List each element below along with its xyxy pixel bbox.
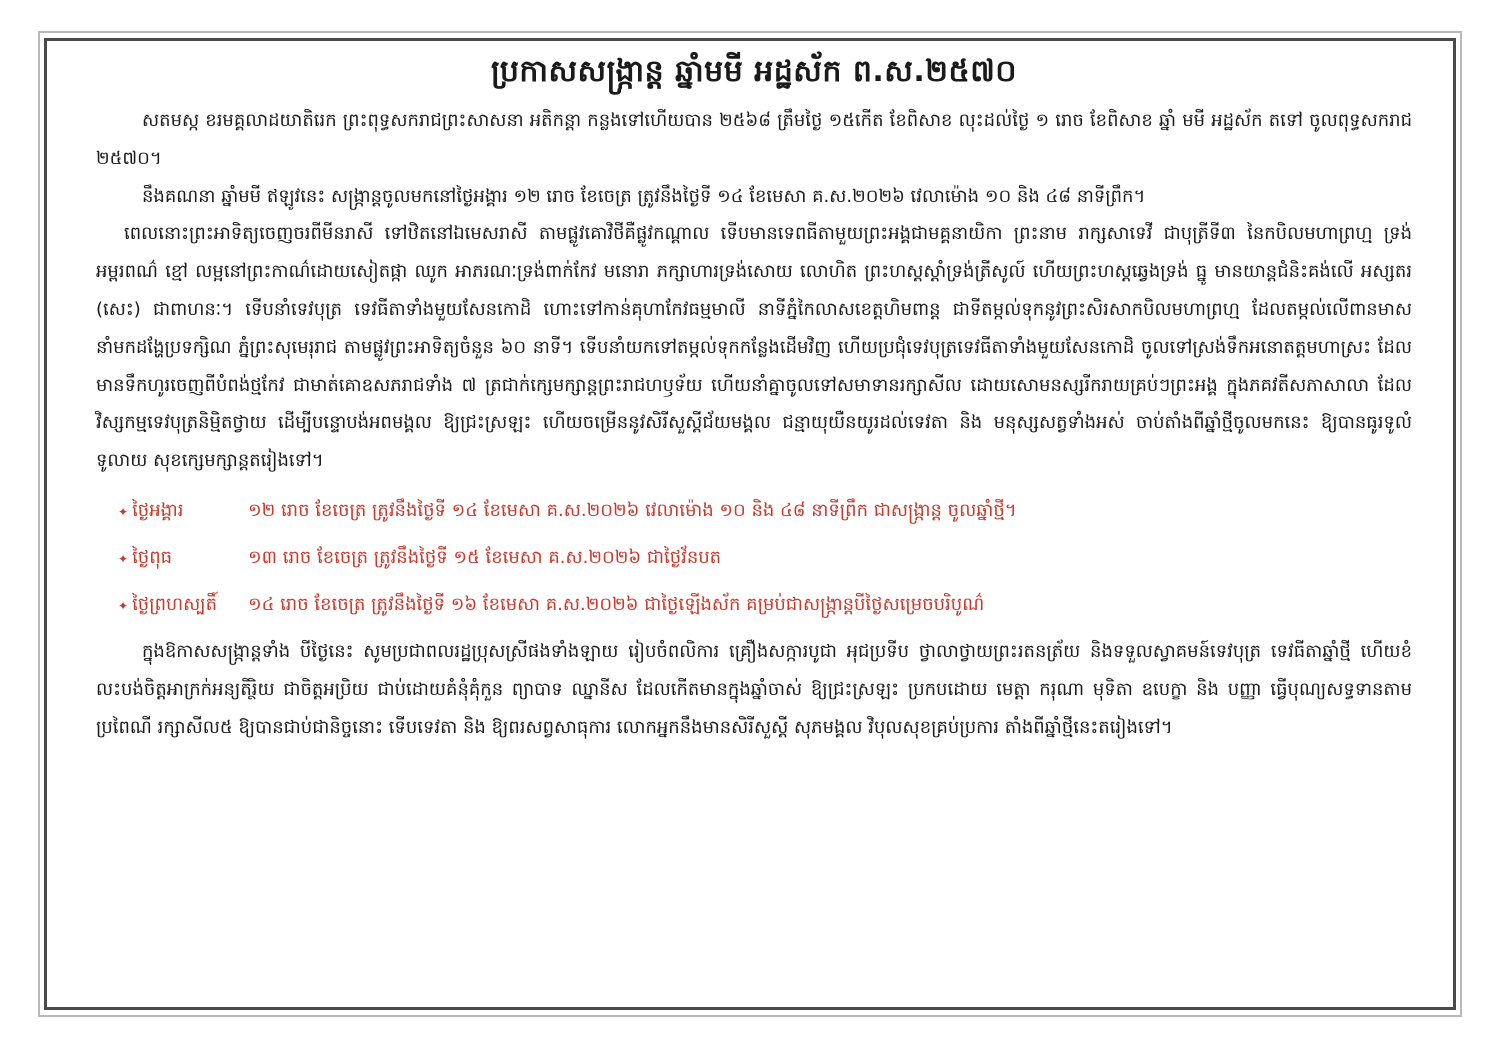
schedule-detail: ១៣ រោច ខែចេត្រ ត្រូវនឹងថ្ងៃទី ១៥ ខែមេសា គ.ស.២០២៦ ជាថ្ងៃវ័នបត (248, 546, 722, 568)
schedule-detail: ១៤ រោច ខែចេត្រ ត្រូវនឹងថ្ងៃទី ១៦ ខែមេសា គ.ស.២០២៦ ជាថ្ងៃឡើងស័ក គម្រប់ជាសង្ក្រាន្តបីថ្ងៃសម្រេចបរិបូណ៌ (248, 593, 985, 615)
schedule-item-day1 (96, 488, 1412, 535)
schedule-detail: ១២ រោច ខែចេត្រ ត្រូវនឹងថ្ងៃទី ១៤ ខែមេសា គ.ស.២០២៦ វេលាម៉ោង ១០ និង ៤៨ នាទីព្រឹក ជាសង្ក្រាន្ត ចូលឆ្នាំថ្មី។ (248, 499, 1017, 521)
schedule-item-day3 (96, 582, 1412, 629)
schedule-day-label: ✦ ថ្ងៃពុធ (118, 535, 248, 582)
paragraph-intro: សតមស្ក ខរមគ្គលាដយាតិរេក ព្រះពុទ្ធសករាជព្រះសាសនា អតិកន្តា កន្លងទៅហើយបាន ២៥៦៨ ត្រឹមថ្ងៃ ១៥កើត ខែពិសាខ លុះដល់ថ្ងៃ ១ រោច ខែពិសាខ ឆ្នាំ មមី អដ្ឋស័ក តទៅ ចូលពុទ្ធសករាជ ២៥៧០។ (96, 110, 1412, 169)
paragraph-calculation: នឹងគណនា ឆ្នាំមមី ឥឡូវនេះ សង្ក្រាន្តចូលមកនៅថ្ងៃអង្គារ ១២ រោច ខែចេត្រ ត្រូវនឹងថ្ងៃទី ១៤ ខែមេសា គ.ស.២០២៦ វេលាម៉ោង ១០ និង ៤៨ នាទីព្រឹក។ (142, 185, 1146, 207)
page-title: ប្រកាសសង្ក្រាន្ត ឆ្នាំមមី អដ្ឋស័ក ព.ស.២៥៧០ (490, 54, 1018, 89)
announcement-body (96, 52, 1412, 746)
paragraph-story: ពេលនោះព្រះអាទិត្យចេញចរពីមីនរាសី ទៅឋិតនៅឯមេសរាសី តាមផ្លូវគោវិថីគឺផ្លូវកណ្តាល ទើបមានទេពធីតាមួយព្រះអង្គជាមគ្គនាយិកា ព្រះនាម រាក្សសាទេវី ជាបុត្រីទី៣ នៃកបិលមហាព្រហ្ម ទ្រង់អម្ពរពណ៌ ខ្មៅ លម្អនៅព្រះកាណ៌ដោយសៀតផ្កា ឈូក អាភរណៈទ្រង់ពាក់កែវ មនោរា ភក្សាហារទ្រង់សោយ លោហិត ព្រះហស្តស្តាំទ្រង់ត្រីសូល៍ ហើយព្រះហស្តឆ្វេងទ្រង់ ធ្នូ មានយាន្តជំនិះគង់លើ អស្សតរ (សេះ) ជាពាហនៈ។ ទើបនាំទេវបុត្រ ទេវធីតាទាំងមួយសែនកោដិ ហោះទៅកាន់គុហាកែវធម្មមាលី នាទីភ្នំកៃលាសខេត្តហិមពាន្ត ជាទីតម្កល់ទុកនូវព្រះសិរសាកបិលមហាព្រហ្ម ដែលតម្កល់លើពានមាស នាំមកដង្ហែប្រទក្សិណ ភ្នំព្រះសុមេរុរាជ តាមផ្លូវព្រះអាទិត្យចំនួន ៦០ នាទី។ ទើបនាំយកទៅតម្កល់ទុកកន្លែងដើមវិញ ហើយប្រជុំទេវបុត្រទេវធីតាទាំងមួយសែនកោដិ ចូលទៅស្រង់ទឹកអនោតត្តមហាស្រះ ដែលមានទឹកហូរចេញពីបំពង់ថ្មកែវ ជាមាត់គោឧសភរាជទាំង ៧ ត្រជាក់ក្សេមក្សាន្តព្រះរាជហឫទ័យ ហើយនាំគ្នាចូលទៅសមាទានរក្សាសីល ដោយសោមនស្សរីករាយគ្រប់ៗព្រះអង្គ ក្នុងភគវតីសភាសាលា ដែលវិស្សកម្មទេវបុត្រនិម្មិតថ្វាយ ដើម្បីបន្ទោបង់អពមង្គល ឱ្យជ្រះស្រឡះ ហើយចម្រើននូវសិរីសួស្តីជ័យមង្គល ជន្មាយុយឺនយូរដល់ទេវតា និង មនុស្សសត្វទាំងអស់ ចាប់តាំងពីឆ្នាំថ្មីចូលមកនេះ ឱ្យបានធូរទូលំទូលាយ សុខក្សេមក្សាន្តតរៀងទៅ។ (96, 223, 1412, 472)
schedule-day-label: ✦ ថ្ងៃអង្គារ (118, 488, 248, 535)
schedule-list (96, 488, 1412, 629)
paragraph-closing: ក្នុងឱកាសសង្ក្រាន្តទាំង បីថ្ងៃនេះ សូមប្រជាពលរដ្ឋប្រុសស្រីផងទាំងឡាយ រៀបចំពលិការ គ្រឿងសក្ការបូជា អុជប្រទីប ថ្វាលាថ្វាយព្រះរតនត្រ័យ និងទទួលស្វាគមន៍ទេវបុត្រ ទេវធីតាឆ្នាំថ្មី ហើយខំលះបង់ចិត្តអាក្រក់អន្យតិរ្ថិយ ជាចិត្តអប្រិយ ជាប់ដោយគំនុំគុំកួន ព្យាបាទ ឈ្នានីស ដែលកើតមានក្នុងឆ្នាំចាស់ ឱ្យជ្រះស្រឡះ ប្រកបដោយ មេត្តា ករុណា មុទិតា ឧបេក្ខា និង បញ្ញា ធ្វើបុណ្យសទ្ធទានតាមប្រពៃណី រក្សាសីល៥ ឱ្យបានជាប់ជានិច្ចនោះ ទើបទេវតា និង ឱ្យពរសព្វសាធុការ លោកអ្នកនឹងមានសិរីសួស្តី សុភមង្គល វិបុលសុខគ្រប់ប្រការ តាំងពីឆ្នាំថ្មីនេះតរៀងទៅ។ (96, 640, 1412, 738)
schedule-day-label: ✦ ថ្ងៃព្រហស្បតិ៍ (118, 582, 248, 629)
schedule-item-day2 (96, 535, 1412, 582)
